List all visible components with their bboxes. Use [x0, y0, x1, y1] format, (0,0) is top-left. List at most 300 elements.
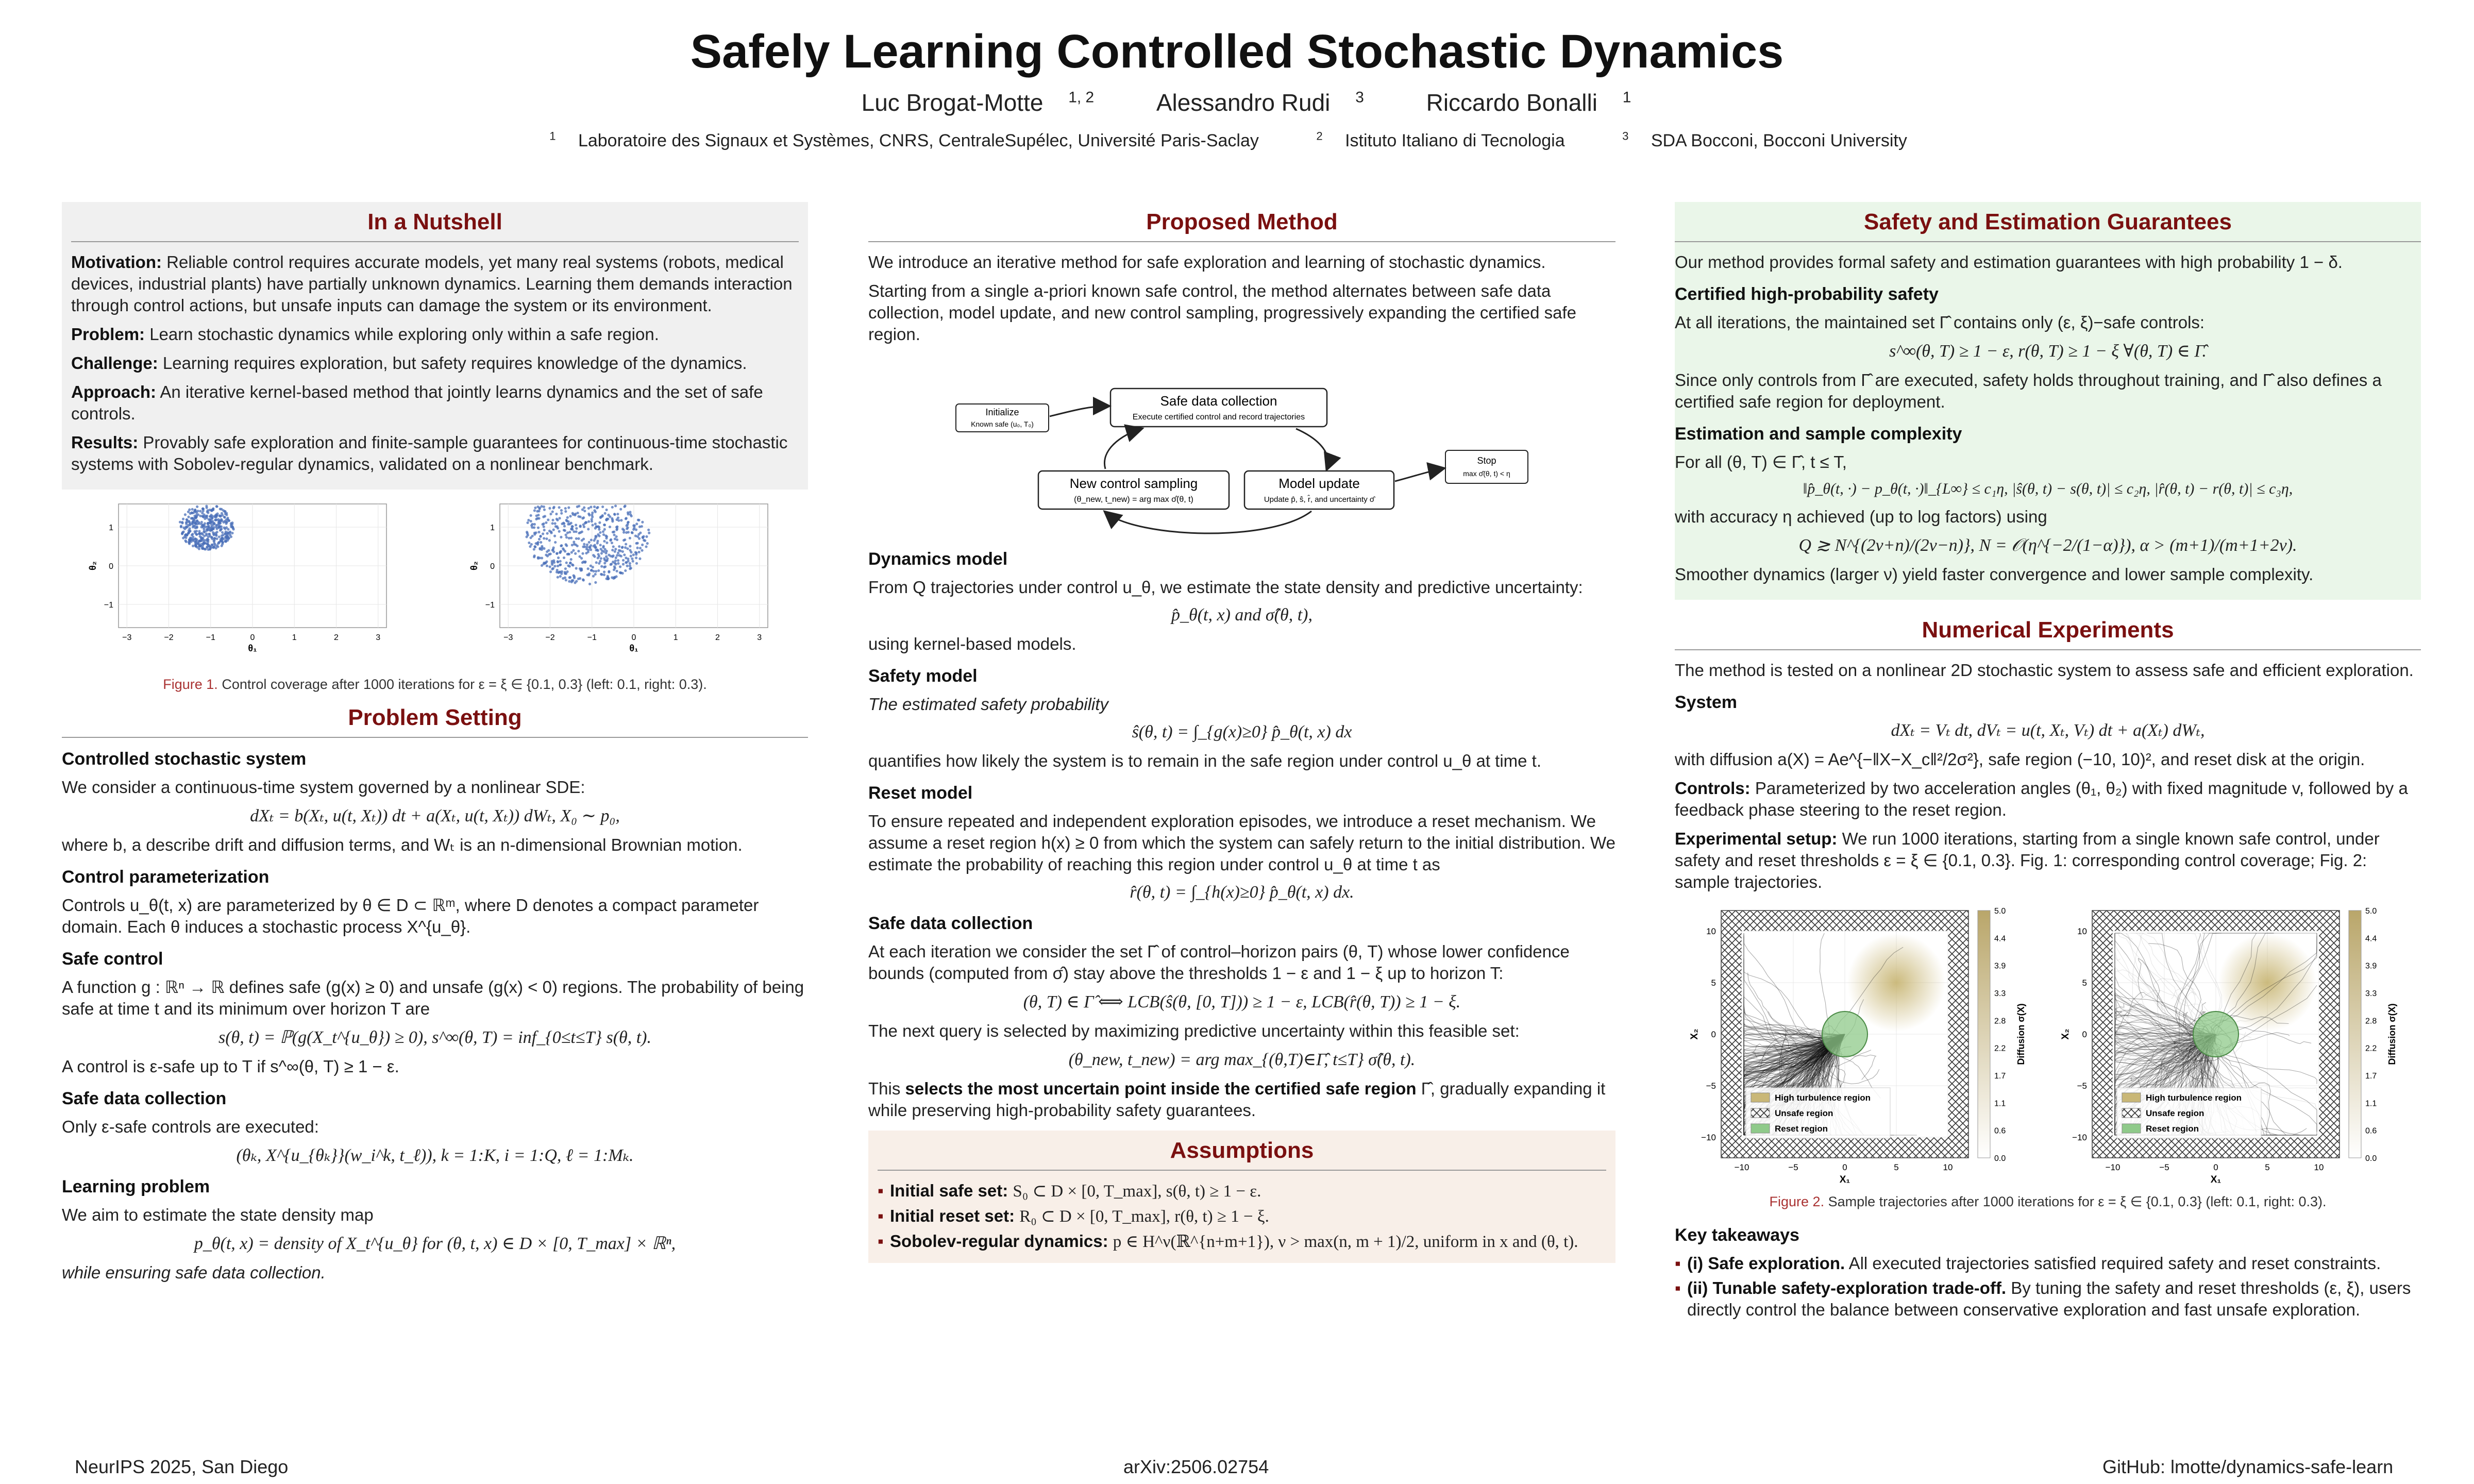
scatter-point — [576, 545, 579, 547]
scatter-point — [557, 565, 559, 567]
assumption-list — [878, 1180, 1606, 1253]
equation: s^∞(θ, T) ≥ 1 − ε, r(θ, T) ≥ 1 − ξ ∀(θ, T) ∈ Γ̂. — [1889, 342, 2207, 361]
scatter-point — [559, 560, 562, 563]
tick-label: −1 — [104, 601, 113, 610]
scatter-point — [207, 522, 209, 525]
footer-github[interactable]: GitHub: lmotte/dynamics-safe-learn — [2102, 1456, 2394, 1477]
scatter-point — [541, 564, 543, 567]
legend-swatch — [2122, 1108, 2141, 1118]
scatter-point — [582, 561, 585, 563]
scatter-point — [565, 536, 568, 538]
svg-text:New control sampling: New control sampling — [1069, 476, 1198, 491]
scatter-point — [190, 511, 193, 514]
colorbar-tick: 5.0 — [1994, 907, 2006, 916]
scatter-point — [527, 534, 529, 536]
scatter-point — [230, 524, 232, 527]
scatter-point — [608, 554, 610, 556]
scatter-point — [605, 519, 608, 521]
scatter-point — [544, 562, 547, 564]
scatter-point — [627, 521, 629, 524]
scatter-point — [577, 537, 580, 540]
scatter-point — [181, 532, 183, 535]
scatter-point — [537, 531, 540, 533]
scatter-point — [571, 564, 574, 566]
scatter-point — [579, 525, 582, 527]
legend-swatch — [1751, 1124, 1770, 1133]
scatter-point — [218, 514, 221, 517]
scatter-point — [560, 545, 562, 547]
scatter-point — [218, 520, 221, 522]
scatter-point — [617, 552, 619, 554]
scatter-point — [571, 528, 574, 531]
scatter-point — [587, 520, 590, 523]
scatter-point — [635, 556, 637, 559]
author: Alessandro Rudi $^3$ — [1156, 89, 1364, 116]
scatter-point — [638, 526, 641, 528]
scatter-point — [199, 515, 201, 517]
scatter-point — [588, 514, 591, 516]
scatter-point — [558, 530, 561, 533]
scatter-point — [603, 574, 605, 576]
scatter-point — [530, 520, 532, 522]
scatter-point — [616, 554, 618, 556]
footer-arxiv: arXiv:2506.02754 — [1123, 1456, 1269, 1477]
scatter-point — [529, 536, 532, 539]
scatter-point — [215, 534, 217, 537]
scatter-point — [215, 528, 218, 530]
scatter-point — [604, 512, 607, 515]
scatter-point — [571, 525, 574, 528]
figure-1-plots — [62, 499, 808, 669]
scatter-point — [570, 522, 573, 525]
colorbar-tick: 3.9 — [2365, 962, 2377, 971]
scatter-point — [583, 526, 585, 528]
scatter-point — [557, 561, 559, 563]
scatter-point — [595, 549, 597, 551]
tick-label: −2 — [545, 633, 555, 642]
scatter-point — [543, 526, 545, 528]
scatter-point — [638, 551, 641, 553]
scatter-point — [594, 511, 597, 513]
scatter-point — [564, 577, 566, 579]
scatter-point — [615, 556, 617, 559]
paragraph: We introduce an iterative method for safe exploration and learning of stochastic dynamics. — [868, 252, 1546, 272]
scatter-point — [186, 534, 188, 536]
scatter-point — [590, 505, 592, 508]
tick-label: −3 — [503, 633, 513, 642]
scatter-point — [635, 522, 638, 525]
affiliation: $^1$ Laboratoire des Signaux et Systèmes, CNRS, CentraleSupélec, Université Paris-Saclay — [549, 130, 1259, 151]
scatter-point — [597, 533, 599, 536]
scatter-point — [636, 535, 639, 538]
scatter-point — [560, 512, 563, 515]
scatter-point — [194, 537, 196, 540]
section-heading: Numerical Experiments — [1675, 610, 2421, 650]
scatter-point — [609, 515, 611, 518]
scatter-point — [633, 525, 636, 527]
tick-label: 10 — [1706, 926, 1716, 936]
scatter-point — [573, 575, 576, 578]
tick-label: −5 — [1788, 1162, 1798, 1172]
scatter-point — [641, 544, 644, 546]
scatter-point — [180, 525, 182, 527]
scatter-point — [546, 565, 548, 567]
scatter-point — [629, 565, 631, 567]
tick-label: −2 — [164, 633, 174, 642]
scatter-point — [565, 533, 567, 536]
scatter-point — [603, 562, 606, 564]
scatter-point — [192, 526, 194, 528]
scatter-point — [217, 542, 220, 545]
scatter-point — [551, 519, 554, 521]
svg-text:max σ̂(θ, t) < η: max σ̂(θ, t) < η — [1463, 469, 1510, 478]
scatter-point — [551, 522, 554, 525]
subheading: Safe data collection — [868, 914, 1033, 933]
colorbar-tick: 2.8 — [1994, 1017, 2006, 1026]
legend-label: High turbulence region — [1775, 1093, 1871, 1103]
paragraph: Since only controls from Γ̂ are executed, safety holds throughout training, and Γ̂ also defines a certified safe region for deployment. — [1675, 370, 2382, 411]
scatter-point — [581, 508, 584, 511]
scatter-point — [620, 519, 622, 521]
colorbar — [1978, 910, 1990, 1158]
paragraph: We aim to estimate the state density map — [62, 1205, 374, 1224]
experiments-section — [1675, 610, 2421, 1321]
scatter-point — [189, 530, 191, 533]
scatter-point — [602, 530, 604, 533]
reset-region — [2193, 1011, 2239, 1057]
axis-label: θ₁ — [629, 643, 638, 653]
scatter-point — [554, 525, 557, 528]
scatter-point — [632, 553, 635, 556]
scatter-point — [535, 542, 537, 545]
scatter-point — [605, 578, 608, 580]
scatter-point — [631, 532, 633, 534]
tick-label: −1 — [485, 601, 495, 610]
scatter-point — [591, 512, 594, 514]
scatter-point — [616, 570, 618, 572]
scatter-point — [530, 514, 532, 517]
nutshell-section — [62, 202, 808, 490]
scatter-point — [612, 545, 615, 548]
colorbar-tick: 0.0 — [2365, 1154, 2377, 1163]
scatter-point — [600, 565, 603, 568]
colorbar — [2349, 910, 2361, 1158]
scatter-point — [205, 504, 208, 507]
scatter-point — [598, 526, 600, 529]
scatter-point — [621, 550, 624, 553]
paragraph: The next query is selected by maximizing predictive uncertainty within this feasible set: — [868, 1021, 1520, 1040]
scatter-point — [560, 509, 563, 512]
scatter-point — [615, 535, 618, 538]
scatter-point — [638, 558, 641, 560]
tick-label: 1 — [490, 524, 495, 532]
update-node — [1244, 471, 1394, 509]
scatter-point — [587, 528, 590, 530]
scatter-point — [596, 506, 599, 509]
scatter-point — [590, 569, 593, 571]
paragraph: Experimental setup: We run 1000 iterations, starting from a single known safe control, under safety and reset thresholds ε = ξ ∈ {0.1, 0.3}. Fig. 1: corresponding control coverage; Fig. 2: sample trajectories. — [1675, 829, 2380, 891]
scatter-point — [535, 518, 537, 520]
scatter-point — [569, 562, 571, 564]
tick-label: −10 — [1734, 1162, 1749, 1172]
scatter-point — [551, 549, 554, 551]
scatter-point — [192, 522, 194, 525]
list-item: ▪ Initial reset set: R₀ ⊂ D × [0, T_max], r(θ, t) ≥ 1 − ξ. — [890, 1205, 1606, 1227]
scatter-point — [622, 539, 625, 542]
colorbar-tick: 1.7 — [2365, 1072, 2377, 1081]
section-heading: Safety and Estimation Guarantees — [1675, 202, 2421, 242]
scatter-point — [226, 533, 229, 535]
nutshell-item: Motivation: Reliable control requires accurate models, yet many real systems (robots, medical devices, industrial plants) have partially unknown dynamics. Learning them demands interaction through control actions, but unsafe inputs can damage the system or its environment. — [71, 252, 793, 315]
scatter-point — [195, 516, 197, 519]
equation: p̂_θ(t, x) and σ̂(θ, t), — [1171, 605, 1312, 625]
scatter-point — [611, 576, 613, 579]
scatter-point — [605, 560, 608, 562]
scatter-point — [232, 528, 235, 530]
scatter-point — [213, 540, 215, 543]
svg-text:Known safe (u₀, T₀): Known safe (u₀, T₀) — [971, 420, 1034, 428]
subheading: Safety model — [868, 666, 978, 686]
colorbar-tick: 2.2 — [1994, 1044, 2006, 1053]
colorbar-tick: 2.8 — [2365, 1017, 2377, 1026]
scatter-point — [613, 533, 615, 536]
svg-text:Safe data collection: Safe data collection — [1160, 393, 1277, 409]
tick-label: 3 — [376, 633, 381, 642]
colorbar-tick: 2.2 — [2365, 1044, 2377, 1053]
legend-label: Unsafe region — [1775, 1108, 1833, 1118]
scatter-point — [566, 570, 568, 573]
scatter-point — [543, 547, 545, 550]
scatter-point — [580, 557, 583, 560]
scatter-point — [556, 518, 558, 520]
paragraph: using kernel-based models. — [868, 634, 1076, 653]
subheading: Certified high-probability safety — [1675, 284, 1939, 304]
scatter-point — [636, 542, 639, 545]
scatter-point — [533, 526, 535, 529]
paragraph: with accuracy η achieved (up to log factors) using — [1675, 507, 2047, 526]
scatter-point — [648, 532, 650, 534]
scatter-point — [602, 550, 605, 553]
scatter-point — [223, 510, 226, 513]
affiliation: $^2$ Istituto Italiano di Tecnologia — [1316, 130, 1565, 151]
scatter-point — [533, 523, 536, 526]
subheading: Estimation and sample complexity — [1675, 424, 1962, 444]
scatter-point — [208, 527, 210, 529]
scatter-point — [185, 541, 188, 543]
scatter-point — [621, 528, 624, 530]
scatter-point — [579, 577, 581, 580]
paragraph: The method is tested on a nonlinear 2D stochastic system to assess safe and efficient exploration. — [1675, 661, 2414, 680]
legend-swatch — [2122, 1093, 2141, 1102]
scatter-point — [624, 546, 627, 549]
paragraph: Our method provides formal safety and estimation guarantees with high probability 1 − δ. — [1675, 252, 2343, 272]
scatter-point — [567, 507, 570, 509]
scatter-point — [557, 527, 559, 529]
scatter-point — [565, 544, 568, 547]
scatter-point — [533, 509, 536, 512]
scatter-point — [541, 505, 543, 508]
axis-label: X₁ — [2210, 1174, 2221, 1185]
scatter-point — [627, 511, 629, 514]
scatter-point — [563, 525, 566, 527]
scatter-point — [538, 538, 541, 541]
scatter-point — [207, 543, 209, 545]
scatter-point — [533, 548, 535, 550]
scatter-point — [575, 580, 578, 582]
scatter-point — [616, 538, 618, 541]
scatter-point — [632, 560, 634, 563]
scatter-point — [633, 527, 635, 529]
scatter-point — [184, 513, 187, 516]
tick-label: 5 — [2082, 978, 2087, 988]
tick-label: 3 — [757, 633, 762, 642]
scatter-point — [588, 583, 591, 585]
scatter-point — [575, 567, 578, 569]
scatter-point — [615, 563, 617, 565]
equation: p_θ(t, x) = density of X_t^{u_θ} for (θ, t, x) ∈ D × [0, T_max] × ℝⁿ, — [194, 1234, 676, 1253]
scatter-point — [627, 558, 629, 560]
scatter-point — [201, 508, 204, 510]
scatter-point — [204, 548, 206, 550]
scatter-point — [213, 522, 215, 525]
middle-column — [868, 202, 1615, 1263]
tick-label: 0 — [250, 633, 255, 642]
scatter-point — [567, 520, 569, 523]
scatter-point — [618, 545, 620, 548]
scatter-point — [590, 548, 592, 551]
scatter-point — [563, 556, 565, 559]
scatter-point — [568, 531, 571, 533]
takeaway-list — [1675, 1253, 2421, 1321]
scatter-point — [227, 519, 230, 521]
scatter-point — [582, 579, 585, 581]
scatter-point — [536, 510, 538, 513]
scatter-point — [629, 567, 631, 570]
author-list — [0, 89, 2474, 116]
scatter-point — [577, 550, 580, 552]
scatter-point — [609, 526, 611, 528]
tick-label: 0 — [2082, 1030, 2087, 1039]
scatter-point — [188, 521, 191, 524]
scatter-point — [549, 565, 551, 568]
scatter-point — [611, 520, 614, 522]
scatter-point — [198, 532, 200, 535]
scatter-point — [557, 576, 559, 579]
scatter-point — [194, 510, 197, 513]
scatter-point — [635, 553, 637, 555]
scatter-point — [600, 552, 603, 554]
scatter-point — [564, 510, 567, 513]
scatter-point — [214, 518, 217, 521]
scatter-point — [616, 513, 619, 515]
scatter-point — [221, 543, 224, 545]
subheading: Safe data collection — [62, 1089, 227, 1108]
paragraph: while ensuring safe data collection. — [62, 1263, 326, 1282]
nutshell-item: Approach: An iterative kernel-based method that jointly learns dynamics and the set of safe controls. — [71, 382, 763, 423]
scatter-point — [542, 532, 544, 535]
scatter-point — [614, 548, 617, 550]
scatter-point — [562, 548, 565, 551]
scatter-point — [220, 539, 222, 542]
scatter-point — [545, 537, 548, 540]
scatter-point — [617, 516, 619, 519]
scatter-point — [568, 580, 570, 583]
scatter-point — [609, 539, 612, 542]
tick-label: 0 — [490, 562, 495, 571]
scatter-point — [207, 535, 210, 538]
subheading: Safe control — [62, 949, 163, 969]
scatter-point — [552, 567, 554, 570]
axis-label: X₁ — [1839, 1174, 1850, 1185]
axis-label: X₂ — [1689, 1028, 1700, 1040]
axis-label: θ₂ — [469, 561, 479, 570]
scatter-point — [196, 519, 198, 522]
scatter-point — [193, 530, 196, 533]
scatter-point — [639, 547, 642, 549]
svg-text:Stop: Stop — [1477, 456, 1496, 466]
figure-1-caption: Figure 1. Control coverage after 1000 iterations for ε = ξ ∈ {0.1, 0.3} (left: 0.1, right: 0.3). — [163, 677, 707, 692]
scatter-point — [646, 542, 649, 545]
subheading: Controlled stochastic system — [62, 749, 307, 769]
scatter-point — [221, 537, 223, 539]
colorbar-tick: 5.0 — [2365, 907, 2377, 916]
scatter-point — [231, 521, 233, 524]
colorbar-tick: 1.7 — [1994, 1072, 2006, 1081]
scatter-point — [188, 509, 191, 511]
affiliation-list — [0, 130, 2474, 151]
tick-label: 10 — [2314, 1162, 2324, 1172]
scatter-point — [598, 555, 600, 558]
scatter-point — [542, 516, 545, 518]
tick-label: 0 — [2213, 1162, 2218, 1172]
scatter-point — [601, 515, 603, 518]
scatter-point — [203, 524, 206, 527]
scatter-point — [591, 518, 593, 520]
tick-label: −10 — [2105, 1162, 2120, 1172]
scatter-point — [645, 535, 648, 538]
tick-label: −1 — [206, 633, 215, 642]
scatter-point — [595, 561, 598, 564]
scatter-point — [199, 535, 201, 537]
tick-label: −10 — [1701, 1133, 1716, 1142]
scatter-point — [533, 532, 536, 534]
scatter-point — [603, 540, 605, 543]
scatter-point — [198, 530, 200, 532]
scatter-point — [543, 529, 546, 531]
scatter-point — [583, 510, 586, 512]
scatter-point — [621, 546, 624, 548]
scatter-point — [573, 530, 575, 533]
colorbar-tick: 3.3 — [2365, 989, 2377, 998]
list-item: ▪ (ii) Tunable safety-exploration trade-off. By tuning the safety and reset thresholds (ε, ξ), users directly control the balance between conservative exploration and fast unsafe exploration. — [1687, 1277, 2421, 1321]
scatter-point — [595, 570, 597, 572]
scatter-point — [582, 546, 584, 548]
scatter-point — [629, 562, 631, 565]
scatter-point — [568, 576, 571, 579]
scatter-point — [191, 508, 194, 511]
scatter-point — [541, 548, 543, 551]
legend-label: High turbulence region — [2146, 1093, 2242, 1103]
scatter-point — [219, 508, 222, 510]
scatter-point — [599, 544, 602, 546]
scatter-point — [565, 562, 568, 564]
scatter-point — [225, 514, 228, 516]
list-item: ▪ Initial safe set: S₀ ⊂ D × [0, T_max], s(θ, t) ≥ 1 − ε. — [890, 1180, 1606, 1202]
colorbar-tick: 0.0 — [1994, 1154, 2006, 1163]
scatter-point — [614, 504, 617, 507]
scatter-point — [578, 532, 580, 534]
scatter-point — [223, 516, 226, 518]
